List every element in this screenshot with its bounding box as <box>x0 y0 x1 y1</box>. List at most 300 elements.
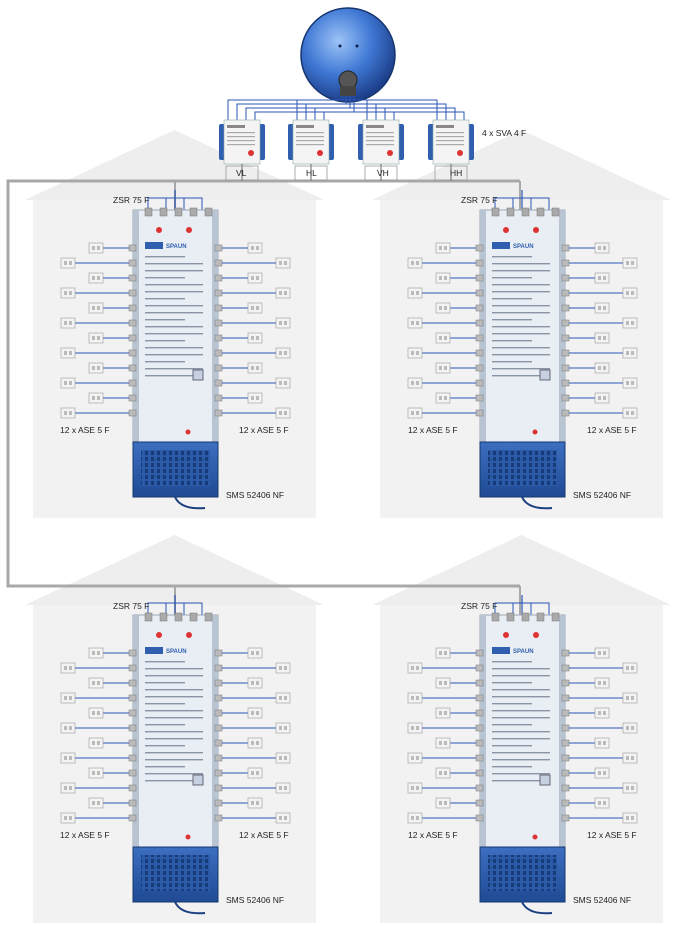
outlet-port <box>631 291 634 295</box>
wall-outlet <box>408 408 422 418</box>
wall-outlet <box>248 648 262 658</box>
label-text-line <box>145 305 203 306</box>
outlet-port <box>256 651 259 655</box>
outlet-port <box>64 816 67 820</box>
output-connector <box>215 245 222 251</box>
outlet-port <box>284 726 287 730</box>
wall-outlet <box>436 738 450 748</box>
wall-outlet <box>276 348 290 358</box>
output-connector <box>476 650 483 656</box>
input-connector <box>175 208 182 216</box>
wall-outlet <box>408 693 422 703</box>
wall-outlet <box>408 378 422 388</box>
input-connector <box>537 613 544 621</box>
wall-outlet <box>61 408 75 418</box>
label-text-line <box>145 668 203 669</box>
wall-outlet <box>248 243 262 253</box>
label-text-line <box>145 333 203 334</box>
label-text-line <box>492 340 532 341</box>
wall-outlet <box>595 243 609 253</box>
outlet-port <box>416 756 419 760</box>
amplifier-text <box>296 132 324 133</box>
outlet-port <box>256 306 259 310</box>
brand-logo <box>492 242 510 249</box>
wall-outlet <box>61 753 75 763</box>
label-text-line <box>492 717 550 718</box>
outlet-port <box>416 381 419 385</box>
label-text-line <box>492 745 532 746</box>
left-outlets-label: 12 x ASE 5 F <box>60 830 110 840</box>
label-text-line <box>145 256 185 257</box>
wall-outlet <box>436 648 450 658</box>
label-text-line <box>492 361 532 362</box>
output-connector <box>215 725 222 731</box>
input-connector <box>537 208 544 216</box>
output-connector <box>215 650 222 656</box>
wall-outlet <box>248 303 262 313</box>
wall-outlet <box>61 288 75 298</box>
outlet-port <box>598 771 601 775</box>
label-text-line <box>145 340 185 341</box>
label-text-line <box>145 696 203 697</box>
output-connector <box>562 335 569 341</box>
wall-outlet <box>623 693 637 703</box>
outlet-port <box>411 321 414 325</box>
wall-outlet <box>623 783 637 793</box>
wall-outlet <box>89 273 103 283</box>
output-connector <box>215 305 222 311</box>
output-connector <box>129 770 136 776</box>
outlet-port <box>416 261 419 265</box>
outlet-port <box>279 696 282 700</box>
outlet-port <box>279 666 282 670</box>
outlet-port <box>411 786 414 790</box>
outlet-port <box>256 771 259 775</box>
output-connector <box>562 710 569 716</box>
amplifier-led <box>457 150 463 156</box>
splitter-label: ZSR 75 F <box>461 195 498 205</box>
output-connector <box>476 695 483 701</box>
output-connector <box>215 695 222 701</box>
outlet-port <box>411 816 414 820</box>
wall-outlet <box>595 303 609 313</box>
status-led <box>156 227 162 233</box>
brand-text: SPAUN <box>166 649 187 655</box>
output-connector <box>476 305 483 311</box>
wall-outlet <box>89 798 103 808</box>
amplifier-text <box>227 136 255 137</box>
outlet-port <box>251 771 254 775</box>
output-connector <box>476 785 483 791</box>
output-connector <box>215 740 222 746</box>
outlet-port <box>631 261 634 265</box>
outlet-port <box>256 276 259 280</box>
lnb-body <box>340 86 356 96</box>
outlet-port <box>92 396 95 400</box>
output-connector <box>129 740 136 746</box>
outlet-port <box>69 696 72 700</box>
outlet-port <box>251 651 254 655</box>
output-connector <box>476 290 483 296</box>
power-supply-vent <box>488 450 557 486</box>
outlet-port <box>603 306 606 310</box>
output-connector <box>215 665 222 671</box>
outlet-port <box>631 321 634 325</box>
right-outlets-label: 12 x ASE 5 F <box>587 830 637 840</box>
outlet-port <box>439 741 442 745</box>
output-connector <box>476 815 483 821</box>
wall-outlet <box>436 393 450 403</box>
output-connector <box>562 260 569 266</box>
wall-outlet <box>276 753 290 763</box>
wall-outlet <box>248 363 262 373</box>
output-connector <box>562 650 569 656</box>
label-text-line <box>492 766 532 767</box>
outlet-port <box>92 306 95 310</box>
amplifier-text <box>296 140 324 141</box>
outlet-port <box>279 816 282 820</box>
outlet-port <box>97 306 100 310</box>
outlet-port <box>444 741 447 745</box>
wall-outlet <box>89 333 103 343</box>
wall-outlet <box>595 273 609 283</box>
output-connector <box>562 320 569 326</box>
output-connector <box>129 245 136 251</box>
label-text-line <box>492 661 532 662</box>
outlet-port <box>603 771 606 775</box>
label-text-line <box>492 305 550 306</box>
outlet-port <box>92 651 95 655</box>
outlet-port <box>97 681 100 685</box>
outlet-port <box>251 741 254 745</box>
outlet-port <box>284 261 287 265</box>
polarity-label-hl: HL <box>306 168 317 178</box>
outlet-port <box>411 261 414 265</box>
outlet-port <box>439 336 442 340</box>
outlet-port <box>251 246 254 250</box>
label-text-line <box>145 710 203 711</box>
building-roof <box>372 130 671 200</box>
outlet-port <box>603 246 606 250</box>
wall-outlet <box>436 768 450 778</box>
outlet-port <box>251 276 254 280</box>
outlet-port <box>251 336 254 340</box>
output-connector <box>476 260 483 266</box>
status-led <box>533 227 539 233</box>
amplifier-text <box>366 132 394 133</box>
wall-outlet <box>276 408 290 418</box>
label-text-line <box>492 773 550 774</box>
label-text-line <box>492 312 550 313</box>
label-text-line <box>492 347 550 348</box>
outlet-port <box>92 336 95 340</box>
outlet-port <box>411 666 414 670</box>
multiswitch-label: SMS 52406 NF <box>226 490 285 500</box>
outlet-port <box>97 771 100 775</box>
label-text-line <box>492 752 550 753</box>
outlet-port <box>631 756 634 760</box>
output-connector <box>562 395 569 401</box>
wall-outlet <box>595 363 609 373</box>
wall-outlet <box>89 393 103 403</box>
label-text-line <box>145 724 185 725</box>
label-text-line <box>492 256 532 257</box>
outlet-port <box>626 726 629 730</box>
wall-outlet <box>61 783 75 793</box>
outlet-port <box>64 756 67 760</box>
label-text-line <box>492 731 550 732</box>
amplifier-text <box>436 136 464 137</box>
label-text-line <box>492 291 550 292</box>
output-connector <box>215 290 222 296</box>
wall-outlet <box>276 723 290 733</box>
output-connector <box>476 320 483 326</box>
brand-text: SPAUN <box>166 244 187 250</box>
wall-outlet <box>436 678 450 688</box>
label-text-line <box>492 696 550 697</box>
output-connector <box>129 320 136 326</box>
output-connector <box>129 380 136 386</box>
amplifier-logo <box>227 125 245 128</box>
input-connector <box>492 208 499 216</box>
amplifier-logo <box>366 125 384 128</box>
outlet-port <box>256 366 259 370</box>
outlet-port <box>444 246 447 250</box>
wall-outlet <box>623 408 637 418</box>
status-led <box>186 632 192 638</box>
status-led <box>503 632 509 638</box>
outlet-port <box>603 681 606 685</box>
outlet-port <box>598 801 601 805</box>
label-text-line <box>145 682 185 683</box>
amplifier-label: 4 x SVA 4 F <box>482 128 527 138</box>
label-text-line <box>492 298 532 299</box>
output-connector <box>562 725 569 731</box>
output-connector <box>562 680 569 686</box>
outlet-port <box>64 351 67 355</box>
label-text-line <box>492 333 550 334</box>
output-connector <box>129 410 136 416</box>
amplifier-led <box>387 150 393 156</box>
output-connector <box>215 260 222 266</box>
outlet-port <box>251 711 254 715</box>
outlet-port <box>279 726 282 730</box>
wall-outlet <box>436 798 450 808</box>
wall-outlet <box>248 708 262 718</box>
output-connector <box>129 710 136 716</box>
wall-outlet <box>248 798 262 808</box>
status-led <box>186 227 192 233</box>
label-text-line <box>145 731 203 732</box>
label-text-line <box>145 277 185 278</box>
qr-code <box>540 775 550 785</box>
input-connector <box>522 208 529 216</box>
outlet-port <box>251 396 254 400</box>
wall-outlet <box>623 288 637 298</box>
wall-outlet <box>408 753 422 763</box>
outlet-port <box>603 711 606 715</box>
label-text-line <box>492 277 532 278</box>
output-connector <box>562 245 569 251</box>
outlet-port <box>69 786 72 790</box>
input-connector <box>492 613 499 621</box>
outlet-port <box>92 276 95 280</box>
outlet-port <box>69 816 72 820</box>
wall-outlet <box>89 303 103 313</box>
output-connector <box>129 260 136 266</box>
amplifier-text <box>366 136 394 137</box>
outlet-port <box>439 246 442 250</box>
label-text-line <box>492 354 550 355</box>
wall-outlet <box>248 273 262 283</box>
polarity-label-vh: VH <box>377 168 389 178</box>
outlet-port <box>411 411 414 415</box>
polarity-label-vl: VL <box>236 168 247 178</box>
label-text-line <box>492 284 550 285</box>
output-connector <box>129 395 136 401</box>
wall-outlet <box>248 393 262 403</box>
wall-outlet <box>276 288 290 298</box>
outlet-port <box>631 351 634 355</box>
output-connector <box>562 800 569 806</box>
outlet-port <box>439 711 442 715</box>
outlet-port <box>444 396 447 400</box>
input-connector <box>175 613 182 621</box>
label-text-line <box>492 319 532 320</box>
output-connector <box>129 305 136 311</box>
outlet-port <box>64 726 67 730</box>
qr-code <box>540 370 550 380</box>
wall-outlet <box>89 768 103 778</box>
outlet-port <box>64 291 67 295</box>
splitter-label: ZSR 75 F <box>113 601 150 611</box>
outlet-port <box>256 336 259 340</box>
output-connector <box>129 290 136 296</box>
output-connector <box>562 365 569 371</box>
outlet-port <box>626 411 629 415</box>
brand-text: SPAUN <box>513 649 534 655</box>
output-connector <box>215 275 222 281</box>
output-connector <box>215 770 222 776</box>
outlet-port <box>284 321 287 325</box>
output-connector <box>562 770 569 776</box>
output-connector <box>476 365 483 371</box>
outlet-port <box>626 321 629 325</box>
outlet-port <box>279 411 282 415</box>
headend <box>219 8 474 181</box>
outlet-port <box>97 741 100 745</box>
multiswitch-label: SMS 52406 NF <box>226 895 285 905</box>
outlet-port <box>97 651 100 655</box>
outlet-port <box>598 741 601 745</box>
outlet-port <box>598 246 601 250</box>
outlet-port <box>631 696 634 700</box>
label-text-line <box>492 710 550 711</box>
outlet-port <box>439 771 442 775</box>
output-connector <box>476 755 483 761</box>
wall-outlet <box>248 678 262 688</box>
outlet-port <box>444 336 447 340</box>
outlet-port <box>284 696 287 700</box>
wall-outlet <box>276 663 290 673</box>
wall-outlet <box>623 318 637 328</box>
label-text-line <box>145 759 203 760</box>
output-connector <box>215 380 222 386</box>
outlet-port <box>416 696 419 700</box>
output-connector <box>562 275 569 281</box>
label-text-line <box>145 717 203 718</box>
output-connector <box>562 290 569 296</box>
label-text-line <box>145 752 203 753</box>
outlet-port <box>626 666 629 670</box>
label-text-line <box>492 263 550 264</box>
wall-outlet <box>595 393 609 403</box>
outlet-port <box>97 336 100 340</box>
wall-outlet <box>89 678 103 688</box>
input-connector <box>160 208 167 216</box>
outlet-port <box>64 381 67 385</box>
wall-outlet <box>595 798 609 808</box>
outlet-port <box>444 651 447 655</box>
outlet-port <box>69 351 72 355</box>
label-text-line <box>145 270 203 271</box>
outlet-port <box>444 801 447 805</box>
power-supply-vent <box>141 450 210 486</box>
dish-bolt <box>339 45 342 48</box>
outlet-port <box>411 756 414 760</box>
wall-outlet <box>248 738 262 748</box>
amplifier-text <box>296 144 324 145</box>
outlet-port <box>626 381 629 385</box>
amplifier-text <box>436 140 464 141</box>
outlet-port <box>284 351 287 355</box>
outlet-port <box>444 276 447 280</box>
splitter-label: ZSR 75 F <box>113 195 150 205</box>
label-text-line <box>145 347 203 348</box>
outlet-port <box>603 741 606 745</box>
output-connector <box>562 815 569 821</box>
label-text-line <box>492 270 550 271</box>
output-connector <box>476 335 483 341</box>
output-connector <box>562 350 569 356</box>
outlet-port <box>69 381 72 385</box>
outlet-port <box>284 411 287 415</box>
outlet-port <box>69 411 72 415</box>
outlet-port <box>439 801 442 805</box>
outlet-port <box>256 396 259 400</box>
output-connector <box>562 695 569 701</box>
wall-outlet <box>276 378 290 388</box>
output-connector <box>129 275 136 281</box>
outlet-port <box>416 666 419 670</box>
outlet-port <box>256 741 259 745</box>
outlet-port <box>64 666 67 670</box>
label-text-line <box>145 319 185 320</box>
label-text-line <box>492 326 550 327</box>
outlet-port <box>256 681 259 685</box>
label-text-line <box>145 326 203 327</box>
wall-outlet <box>623 753 637 763</box>
output-connector <box>476 245 483 251</box>
outlet-port <box>64 321 67 325</box>
outlet-port <box>284 786 287 790</box>
amplifier-text <box>436 132 464 133</box>
wall-outlet <box>436 363 450 373</box>
input-connector <box>507 613 514 621</box>
wall-outlet <box>89 648 103 658</box>
input-connector <box>145 208 152 216</box>
wall-outlet <box>408 288 422 298</box>
